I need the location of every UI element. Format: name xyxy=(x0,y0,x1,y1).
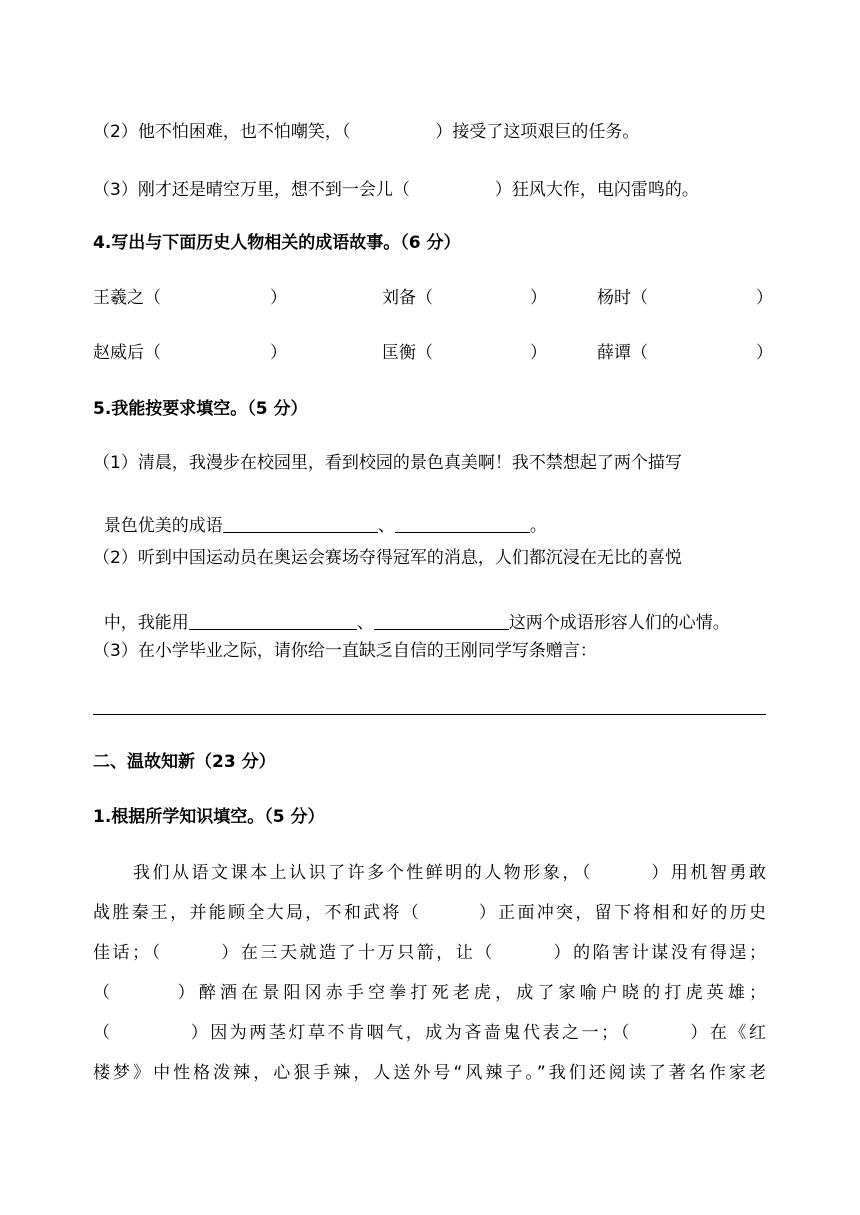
separator: 、 xyxy=(377,516,395,536)
person-close: ） xyxy=(530,288,547,308)
person-close: ） xyxy=(530,343,547,363)
period: 。 xyxy=(529,516,547,536)
section-2-heading: 二、温故知新（23 分） xyxy=(93,752,276,772)
person-open: 杨时（ xyxy=(597,288,648,308)
answer-blank[interactable] xyxy=(223,516,378,533)
q5-item-3: （3）在小学毕业之际，请你给一直缺乏自信的王刚同学写条赠言： xyxy=(93,641,597,661)
q5-item-2-line-2 xyxy=(93,590,730,634)
q3-item-3: （3）刚才还是晴空万里，想不到一会儿（ ）狂风大作，电闪雷鸣的。 xyxy=(93,180,699,200)
q5-item-1-line-2 xyxy=(93,493,547,537)
separator: 、 xyxy=(356,613,374,633)
q5-item-2-prefix: 中，我能用 xyxy=(103,613,189,633)
answer-blank[interactable] xyxy=(374,613,509,630)
q5-title: 5.我能按要求填空。（5 分） xyxy=(93,399,308,419)
answer-line[interactable] xyxy=(93,714,766,715)
person-open: 薛谭（ xyxy=(597,343,648,363)
q4-title: 4.写出与下面历史人物相关的成语故事。（6 分） xyxy=(93,233,461,253)
paragraph-line: 我们从语文课本上认识了许多个性鲜明的人物形象，（ ）用机智勇敢 xyxy=(133,863,766,883)
paragraph-line: 佳话；（ ）在三天就造了十万只箭，让（ ）的陷害计谋没有得逞； xyxy=(93,943,766,963)
person-close: ） xyxy=(756,288,773,308)
paragraph-line: （ ）因为两茎灯草不肯咽气，成为吝啬鬼代表之一；（ ）在《红 xyxy=(93,1023,766,1043)
person-open: 王羲之（ xyxy=(93,288,161,308)
person-close: ） xyxy=(270,343,287,363)
person-open: 赵威后（ xyxy=(93,343,161,363)
q5-item-2-line-1: （2）听到中国运动员在奥运会赛场夺得冠军的消息，人们都沉浸在无比的喜悦 xyxy=(93,548,682,568)
answer-blank[interactable] xyxy=(395,516,530,533)
person-open: 刘备（ xyxy=(382,288,433,308)
person-open: 匡衡（ xyxy=(382,343,433,363)
person-close: ） xyxy=(270,288,287,308)
q5-item-2-suffix: 这两个成语形容人们的心情。 xyxy=(508,613,730,633)
paragraph-line: （ ）醉酒在景阳冈赤手空拳打死老虎，成了家喻户晓的打虎英雄； xyxy=(93,983,766,1003)
q3-item-2: （2）他不怕困难，也不怕嘲笑，（ ）接受了这项艰巨的任务。 xyxy=(93,122,640,142)
answer-blank[interactable] xyxy=(189,613,357,630)
paragraph-line: 战胜秦王，并能顾全大局，不和武将（ ）正面冲突，留下将相和好的历史 xyxy=(93,903,766,923)
section-2-q1-title: 1.根据所学知识填空。（5 分） xyxy=(93,807,325,827)
q5-item-1-line-1: （1）清晨，我漫步在校园里，看到校园的景色真美啊！我不禁想起了两个描写 xyxy=(93,453,682,473)
q5-item-1-prefix: 景色优美的成语 xyxy=(103,516,223,536)
paragraph-line: 楼梦》中性格泼辣，心狠手辣，人送外号“风辣子。”我们还阅读了著名作家老 xyxy=(93,1063,766,1083)
person-close: ） xyxy=(756,343,773,363)
